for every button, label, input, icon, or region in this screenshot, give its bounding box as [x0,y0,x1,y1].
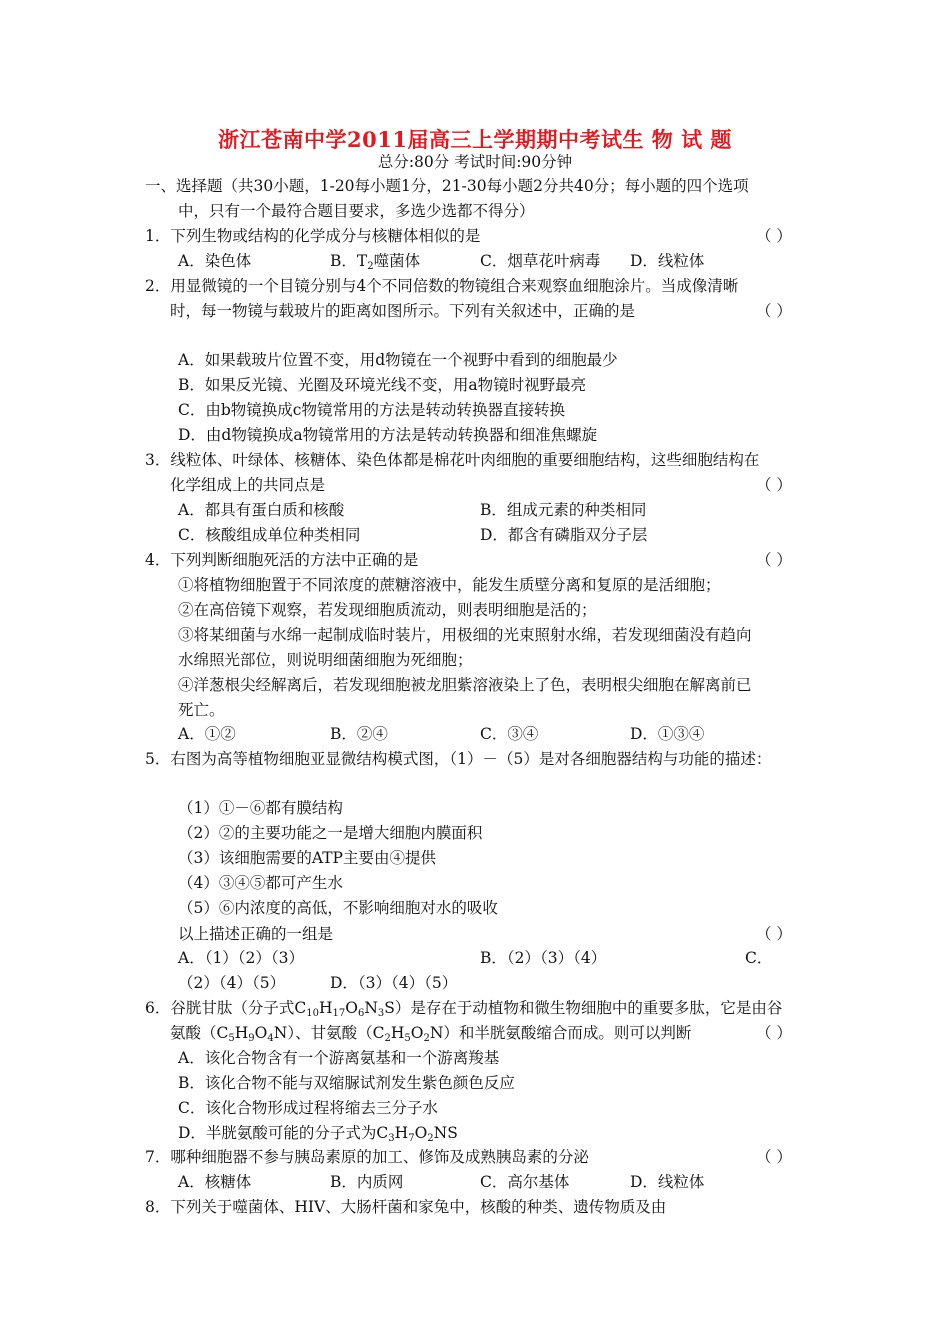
question-6-stem: 6．谷胱甘肽（分子式$C_{10}H_{17}O_6N_3S$）是存在于动植物和微生物细胞中的重要多肽，它是由谷 [145,999,783,1019]
question-2-stem: 2．用显微镜的一个目镜分别与4个不同倍数的物镜组合来观察血细胞涂片。当成像清晰 [145,277,739,295]
question-6-stem-cont: 氨酸$(C_5H_9O_4N)$、甘氨酸$(C_2H_5O_2N)$和半胱氨酸缩合而成。则可以判断 [170,1024,692,1044]
q2-option-d: D．由d物镜换成a物镜常用的方法是转动转换器和细准焦螺旋 [178,426,598,444]
q7-option-a: A．核糖体 [178,1173,252,1191]
question-5-stem: 5．右图为高等植物细胞亚显微结构模式图，（1）－（5）是对各细胞器结构与功能的描述： [145,750,772,768]
q5-statement-2: （2）②的主要功能之一是增大细胞内膜面积 [178,824,483,842]
q7-option-d: D．线粒体 [630,1173,705,1191]
question-4-stem: 4．下列判断细胞死活的方法中正确的是 [145,551,419,569]
q1-option-a: A．染色体 [178,252,252,270]
answer-blank-1: （ ） [756,227,792,245]
q4-statement-2: ②在高倍镜下观察，若发现细胞质流动，则表明细胞是活的； [178,601,597,619]
q3-option-d: D．都含有磷脂双分子层 [480,526,648,544]
q4-option-b: B．②④ [330,725,388,743]
answer-blank-2: （ ） [756,302,792,320]
q6-option-d: D．半胱氨酸可能的分子式为$C_3H_7O_2NS$ [178,1124,458,1144]
q3-option-c: C．核酸组成单位种类相同 [178,526,361,544]
q5-statement-5: （5）⑥内浓度的高低，不影响细胞对水的吸收 [178,899,498,917]
q2-option-a: A．如果载玻片位置不变，用d物镜在一个视野中看到的细胞最少 [178,351,618,369]
q5-statement-3: （3）该细胞需要的ATP主要由④提供 [178,849,436,867]
q5-ask: 以上描述正确的一组是 [178,925,334,943]
section-heading: 一、选择题（共30小题，1-20每小题1分，21-30每小题2分共40分；每小题的四个选项 [145,177,749,195]
q2-option-c: C．由b物镜换成c物镜常用的方法是转动转换器直接转换 [178,401,565,419]
q4-statement-4-cont: 死亡。 [178,701,225,719]
question-3-stem-cont: 化学组成上的共同点是 [170,476,326,494]
q1-option-b: B．$T_2$噬菌体 [330,252,421,272]
question-7-stem: 7．哪种细胞器不参与胰岛素原的加工、修饰及成熟胰岛素的分泌 [145,1148,589,1166]
q7-option-c: C．高尔基体 [480,1173,570,1191]
question-1-stem: 1．下列生物或结构的化学成分与核糖体相似的是 [145,227,481,245]
question-8-stem: 8．下列关于噬菌体、HIV、大肠杆菌和家兔中，核酸的种类、遗传物质及由 [145,1198,667,1216]
q4-statement-3-cont: 水绵照光部位，则说明细菌细胞为死细胞； [178,651,473,669]
q4-statement-3: ③将某细菌与水绵一起制成临时装片，用极细的光束照射水绵，若发现细菌没有趋向 [178,626,752,644]
q6-option-b: B．该化合物不能与双缩脲试剂发生紫色颜色反应 [178,1074,515,1092]
q5-option-c: C． [745,949,773,967]
q4-option-a: A．①② [178,725,236,743]
page-title: 浙江苍南中学2011届高三上学期期中考试生 物 试 题 [218,127,732,152]
q2-option-b: B．如果反光镜、光圈及环境光线不变，用a物镜时视野最亮 [178,376,587,394]
q4-statement-4: ④洋葱根尖经解离后，若发现细胞被龙胆紫溶液染上了色，表明根尖细胞在解离前已 [178,676,752,694]
q1-option-c: C．烟草花叶病毒 [480,252,601,270]
exam-info: 总分:80分 考试时间:90分钟 [377,153,573,171]
q3-option-b: B．组成元素的种类相同 [480,501,647,519]
q5-option-d: D．（3）（4）（5） [330,974,458,992]
q4-statement-1: ①将植物细胞置于不同浓度的蔗糖溶液中，能发生质壁分离和复原的是活细胞； [178,576,721,594]
question-2-stem-cont: 时，每一物镜与载玻片的距离如图所示。下列有关叙述中，正确的是 [170,302,636,320]
answer-blank-7: （ ） [756,1148,792,1166]
answer-blank-5: （ ） [756,925,792,943]
q4-option-d: D．①③④ [630,725,705,743]
q3-option-a: A．都具有蛋白质和核酸 [178,501,345,519]
q5-statement-1: （1）①－⑥都有膜结构 [178,799,343,817]
answer-blank-3: （ ） [756,476,792,494]
q7-option-b: B．内质网 [330,1173,404,1191]
answer-blank-6: （ ） [756,1024,792,1042]
q5-option-c-cont: （2）（4）（5） [178,974,286,992]
q1-option-d: D．线粒体 [630,252,705,270]
section-heading-cont: 中，只有一个最符合题目要求，多选少选都不得分） [178,202,535,220]
q5-option-b: B．（2）（3）（4） [480,949,607,967]
answer-blank-4: （ ） [756,551,792,569]
q6-option-c: C．该化合物形成过程将缩去三分子水 [178,1099,438,1117]
q5-option-a: A．（1）（2）（3） [178,949,305,967]
q5-statement-4: （4）③④⑤都可产生水 [178,874,343,892]
q4-option-c: C．③④ [480,725,539,743]
q6-option-a: A．该化合物含有一个游离氨基和一个游离羧基 [178,1049,500,1067]
question-3-stem: 3．线粒体、叶绿体、核糖体、染色体都是棉花叶肉细胞的重要细胞结构，这些细胞结构在 [145,451,760,469]
